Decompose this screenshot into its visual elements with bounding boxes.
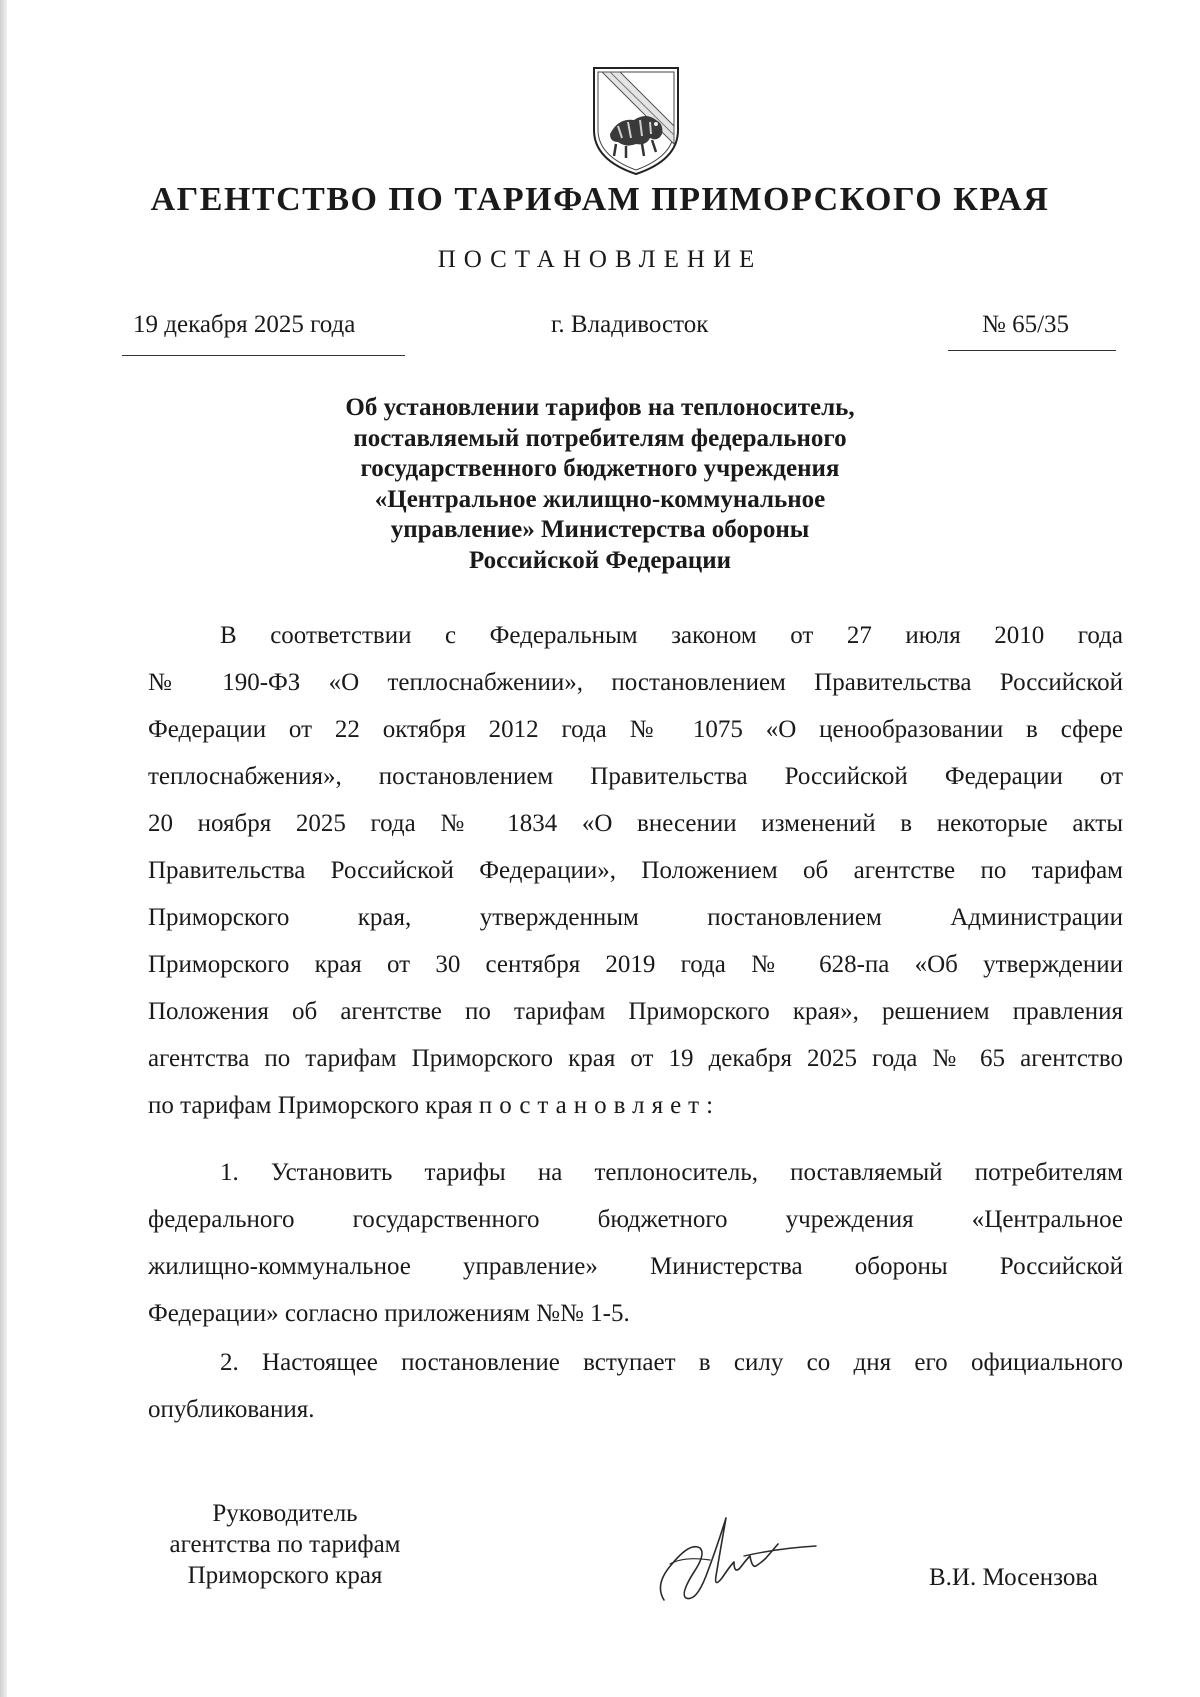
text-line: Положения об агентстве по тарифам Приморского края», решением правления — [148, 998, 1123, 1025]
agency-name: АГЕНТСТВО ПО ТАРИФАМ ПРИМОРСКОГО КРАЯ — [150, 181, 1050, 218]
text-line: 20 ноября 2025 года № 1834 «О внесении изменений в некоторые акты — [148, 810, 1123, 837]
title-line: Об установлении тарифов на теплоноситель, — [345, 394, 855, 421]
item-2-paragraph — [148, 1339, 1123, 1433]
position-line: Приморского края — [187, 1562, 383, 1589]
preamble-paragraph — [148, 612, 1123, 1129]
text-line: В соответствии с Федеральным законом от 27 июля 2010 года — [220, 622, 1123, 649]
text-line: Правительства Российской Федерации», Положением об агентстве по тарифам — [148, 857, 1123, 884]
text-line: № 190-ФЗ «О теплоснабжении», постановлением Правительства Российской — [148, 669, 1123, 696]
preamble-tail: по тарифам Приморского края — [148, 1092, 479, 1119]
text-line: теплоснабжения», постановлением Правительства Российской Федерации от — [148, 763, 1123, 790]
signatory-position — [145, 1498, 425, 1591]
text-line: агентства по тарифам Приморского края от 19 декабря 2025 года № 65 агентство — [148, 1045, 1123, 1072]
position-line: агентства по тарифам — [169, 1531, 401, 1558]
title-line: государственного бюджетного учреждения — [360, 455, 840, 482]
number-underline — [948, 350, 1116, 351]
text-line: Федерации» согласно приложениям №№ 1-5. — [148, 1300, 630, 1327]
text-line: Приморского края от 30 сентября 2019 года № 628-па «Об утверждении — [148, 951, 1123, 978]
position-line: Руководитель — [212, 1500, 358, 1527]
decree-word: постановляет: — [478, 1092, 721, 1119]
text-line: 2. Настоящее постановление вступает в силу со дня его официального — [220, 1349, 1123, 1376]
title-line: Российской Федерации — [468, 546, 732, 574]
title-line: поставляемый потребителям федерального — [353, 424, 847, 452]
text-line: Приморского края, утвержденным постановлением Администрации — [148, 904, 1123, 931]
handwritten-signature-icon — [650, 1512, 820, 1612]
signer-name: В.И. Мосензова — [929, 1564, 1098, 1591]
title-line: «Центральное жилищно-коммунальное — [374, 485, 826, 513]
document-type: ПОСТАНОВЛЕНИЕ — [437, 246, 763, 273]
document-number: № 65/35 — [982, 311, 1070, 338]
text-line: опубликования. — [148, 1396, 315, 1423]
date-underline — [122, 355, 405, 356]
text-line: Федерации от 22 октября 2012 года № 1075 «О ценообразовании в сфере — [148, 716, 1123, 743]
title-line: управление» Министерства обороны — [390, 516, 810, 543]
coat-of-arms-icon — [588, 60, 684, 178]
text-line: федерального государственного бюджетного учреждения «Центральное — [148, 1206, 1123, 1233]
document-title — [300, 393, 900, 576]
document-date: 19 декабря 2025 года — [133, 311, 356, 338]
document-city: г. Владивосток — [551, 311, 709, 338]
item-1-paragraph — [148, 1149, 1123, 1337]
text-line: жилищно-коммунальное управление» Министерства обороны Российской — [148, 1253, 1123, 1280]
text-line: 1. Установить тарифы на теплоноситель, поставляемый потребителям — [220, 1159, 1123, 1186]
text-line-last — [148, 1082, 1123, 1129]
